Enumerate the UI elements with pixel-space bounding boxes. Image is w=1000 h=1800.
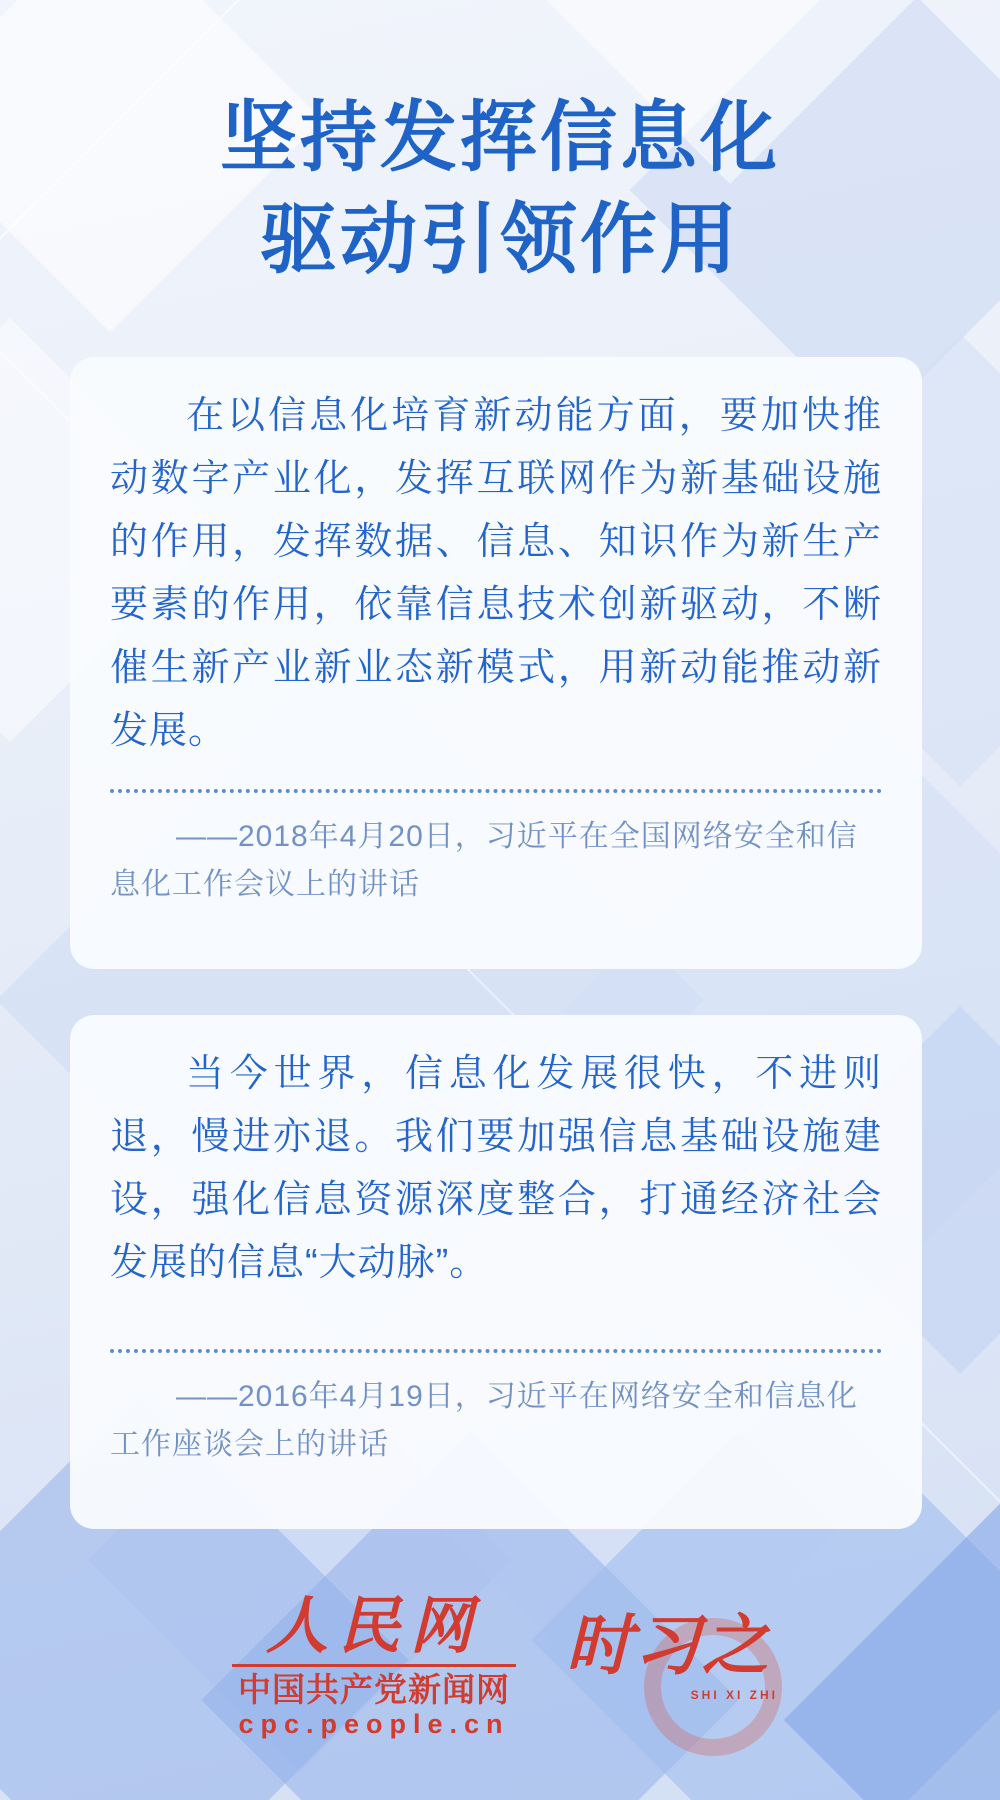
logo-underline	[232, 1664, 516, 1667]
quote-attribution-2: ——2016年4月19日，习近平在网络安全和信息化工作座谈会上的讲话	[110, 1380, 858, 1461]
quote-attribution-1: ——2018年4月20日，习近平在全国网络安全和信息化工作会议上的讲话	[110, 820, 858, 901]
page-title-line2: 驱动引领作用	[260, 196, 740, 283]
page-title	[0, 88, 1000, 291]
shixizhi-logo	[566, 1592, 776, 1732]
quote-body-2: 当今世界，信息化发展很快，不进则退，慢进亦退。我们要加强信息基础设施建设，强化信息资源深度整合，打通经济社会发展的信息“大动脉”。	[110, 1053, 882, 1284]
page-title-line1: 坚持发挥信息化	[220, 95, 780, 181]
dotted-separator	[110, 789, 882, 793]
dotted-separator	[110, 1349, 882, 1353]
shixizhi-name: 时习之	[566, 1608, 770, 1682]
footer-logos	[0, 1592, 1000, 1740]
cpc-news-site-name: 中国共产党新闻网	[238, 1671, 510, 1708]
shixizhi-romanized: SHI XI ZHI	[690, 1688, 778, 1702]
peoples-daily-logo	[224, 1592, 524, 1740]
cpc-news-url: cpc.people.cn	[238, 1709, 510, 1739]
quote-card-2	[70, 1015, 922, 1529]
quote-body-1: 在以信息化培育新动能方面，要加快推动数字产业化，发挥互联网作为新基础设施的作用，发挥数据、信息、知识作为新生产要素的作用，依靠信息技术创新驱动，不断催生新产业新业态新模式，用新动能推动新发展。	[110, 395, 882, 752]
quote-card-1	[70, 357, 922, 969]
peoples-daily-script-text: 人民网	[265, 1592, 482, 1661]
